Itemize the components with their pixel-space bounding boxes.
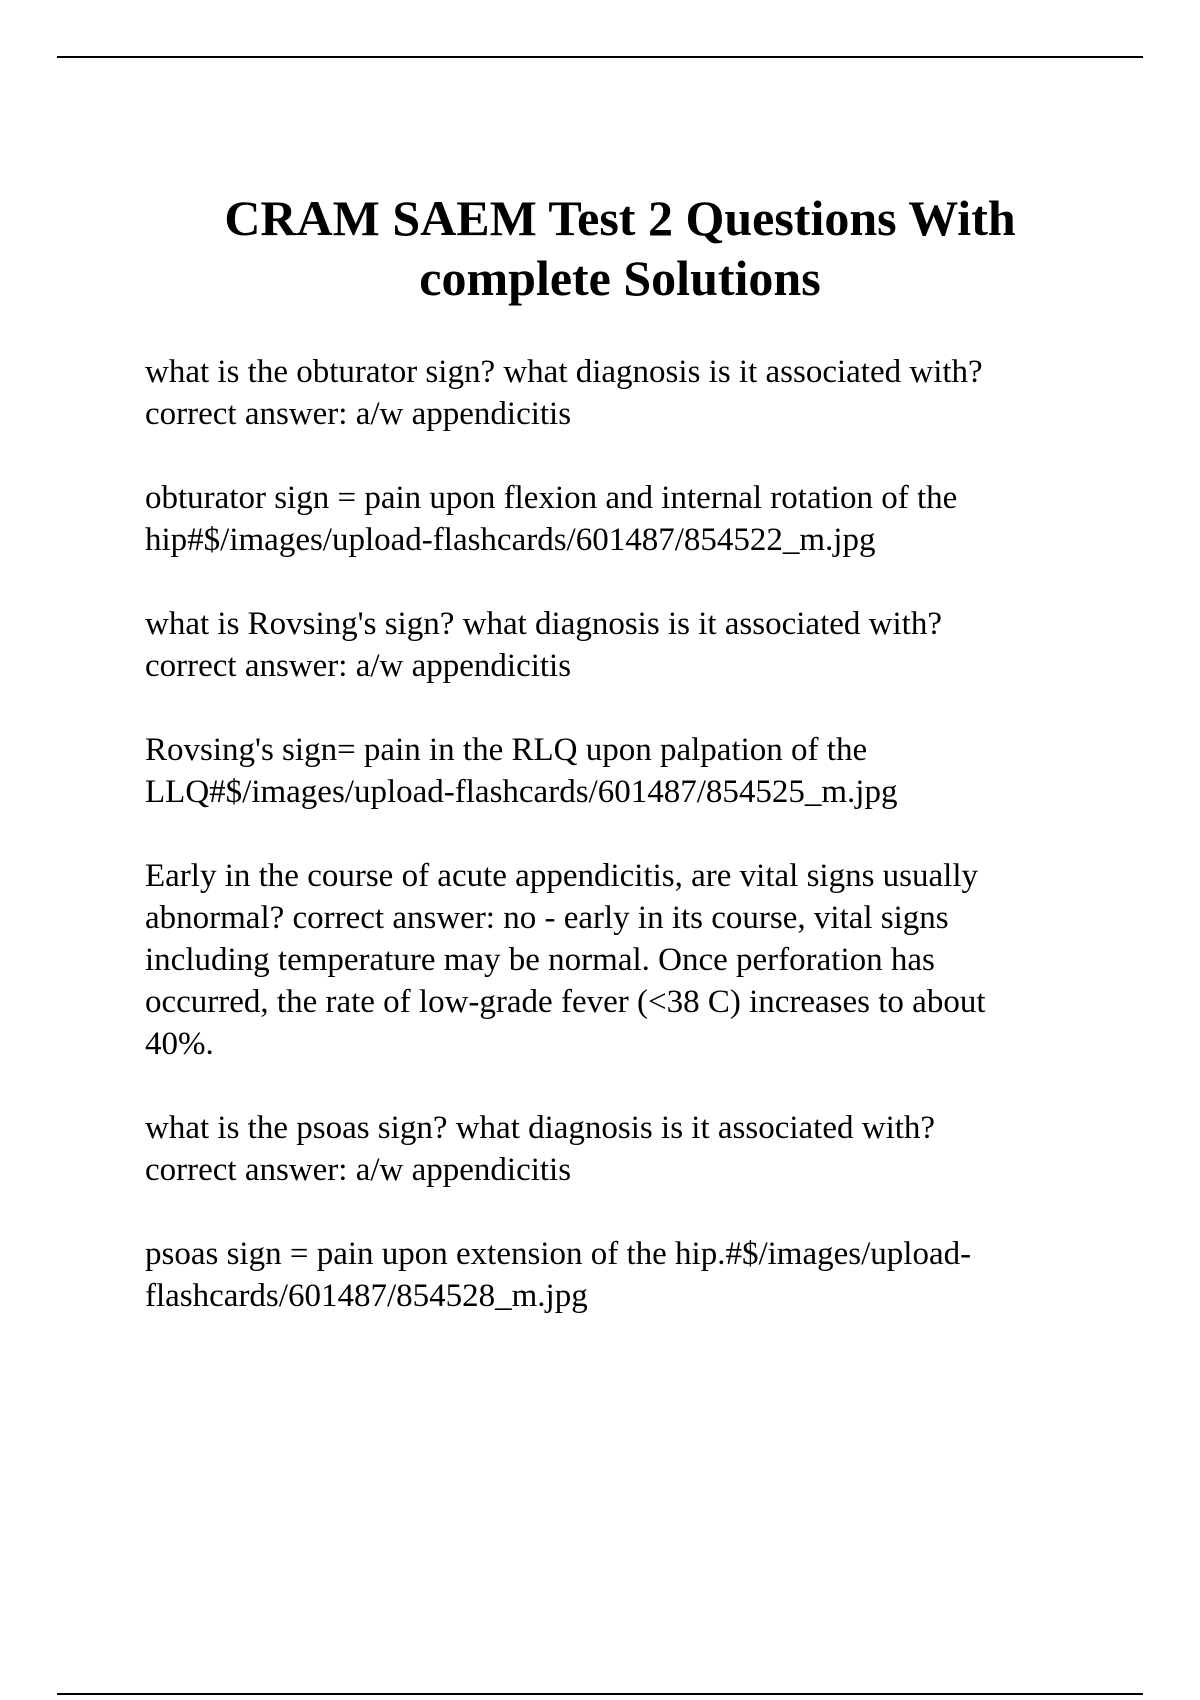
text-line: occurred, the rate of low-grade fever (<38 C) increases to about: [145, 984, 986, 1020]
text-line: Early in the course of acute appendicitis, are vital signs usually: [145, 858, 978, 894]
text-line: psoas sign = pain upon extension of the hip.#$/images/upload-: [145, 1236, 972, 1272]
text-line: correct answer: a/w appendicitis: [145, 396, 572, 432]
top-rule: [57, 56, 1143, 58]
title-line: CRAM SAEM Test 2 Questions With: [224, 190, 1016, 246]
text-line: what is the obturator sign? what diagnosis is it associated with?: [145, 354, 983, 390]
qa-rovsing-definition: [145, 729, 1105, 813]
title-line: complete Solutions: [419, 250, 821, 306]
text-line: LLQ#$/images/upload-flashcards/601487/854525_m.jpg: [145, 774, 898, 810]
qa-obturator-definition: [145, 477, 1105, 561]
qa-psoas-definition: [145, 1233, 1105, 1317]
document-body: [145, 351, 1105, 1359]
text-line: what is the psoas sign? what diagnosis is it associated with?: [145, 1110, 936, 1146]
text-line: correct answer: a/w appendicitis: [145, 1152, 572, 1188]
qa-vital-signs: [145, 855, 1105, 1065]
text-line: what is Rovsing's sign? what diagnosis is it associated with?: [145, 606, 942, 642]
bottom-rule: [57, 1693, 1143, 1695]
text-line: flashcards/601487/854528_m.jpg: [145, 1278, 588, 1314]
page-title: [120, 188, 1120, 308]
text-line: Rovsing's sign= pain in the RLQ upon palpation of the: [145, 732, 868, 768]
text-line: 40%.: [145, 1026, 214, 1062]
text-line: abnormal? correct answer: no - early in its course, vital signs: [145, 900, 949, 936]
qa-obturator-question: [145, 351, 1105, 435]
text-line: correct answer: a/w appendicitis: [145, 648, 572, 684]
text-line: including temperature may be normal. Once perforation has: [145, 942, 935, 978]
qa-rovsing-question: [145, 603, 1105, 687]
text-line: hip#$/images/upload-flashcards/601487/854522_m.jpg: [145, 522, 876, 558]
qa-psoas-question: [145, 1107, 1105, 1191]
text-line: obturator sign = pain upon flexion and internal rotation of the: [145, 480, 958, 516]
